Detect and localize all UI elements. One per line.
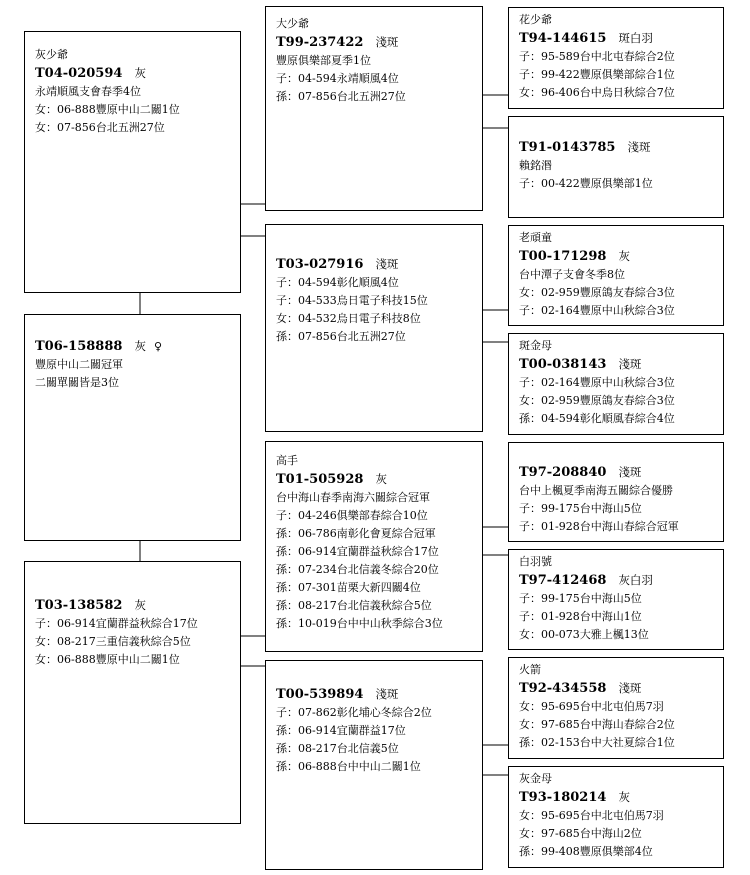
bird-name: 高手 bbox=[276, 454, 298, 467]
ring-number-line bbox=[35, 64, 230, 83]
record-list bbox=[35, 615, 230, 669]
ring-number: T00-038143 bbox=[519, 357, 607, 372]
record-list bbox=[519, 590, 713, 644]
feather-color: 灰 bbox=[134, 339, 146, 353]
feather-color: 灰 bbox=[134, 66, 146, 80]
ring-number: T06-158888 bbox=[35, 339, 123, 354]
record-list bbox=[519, 482, 713, 536]
feather-color: 淺斑 bbox=[618, 357, 642, 371]
record-line: 孫：07-301苗栗大新四關4位 bbox=[276, 581, 421, 594]
record-line: 女：00-073大雅上楓13位 bbox=[519, 628, 649, 641]
dam-sire-card bbox=[265, 441, 483, 652]
ring-number-line bbox=[519, 679, 713, 698]
record-line: 台中海山春季南海六關綜合冠軍 bbox=[276, 491, 430, 504]
record-line: 女：95-695台中北屯伯馬7羽 bbox=[519, 700, 664, 713]
ring-number-line bbox=[35, 596, 230, 615]
record-list bbox=[35, 83, 230, 137]
bird-name: 灰少爺 bbox=[35, 48, 68, 61]
record-line: 孫：06-786南彰化會夏綜合冠軍 bbox=[276, 527, 436, 540]
ring-number: T97-208840 bbox=[519, 465, 607, 480]
dss-card bbox=[508, 442, 724, 542]
ring-number: T91-0143785 bbox=[519, 140, 616, 155]
ring-number: T93-180214 bbox=[519, 790, 607, 805]
ring-number: T03-138582 bbox=[35, 598, 123, 613]
feather-color: 淺斑 bbox=[618, 465, 642, 479]
record-line: 孫：08-217台北信義5位 bbox=[276, 742, 399, 755]
ring-number: T99-237422 bbox=[276, 35, 364, 50]
record-line: 女：06-888豐原中山二關1位 bbox=[35, 653, 180, 666]
record-line: 孫：04-594彰化順風春綜合4位 bbox=[519, 412, 675, 425]
bird-name: 灰金母 bbox=[519, 772, 552, 785]
record-line: 子：07-862彰化埔心冬綜合2位 bbox=[276, 706, 432, 719]
record-line: 孫：07-856台北五洲27位 bbox=[276, 90, 406, 103]
ring-number: T03-027916 bbox=[276, 257, 364, 272]
owner-name: 賴銘湣 bbox=[519, 159, 552, 172]
feather-color: 淺斑 bbox=[618, 681, 642, 695]
ring-number-line bbox=[276, 255, 472, 274]
ddd-card bbox=[508, 766, 724, 868]
sds-card bbox=[508, 225, 724, 326]
record-line: 子：02-164豐原中山秋綜合3位 bbox=[519, 304, 675, 317]
record-line: 女：08-217三重信義秋綜合5位 bbox=[35, 635, 191, 648]
record-list bbox=[35, 356, 230, 392]
subject-card bbox=[24, 314, 241, 541]
dam-card bbox=[24, 561, 241, 824]
record-line: 女：04-532烏日電子科技8位 bbox=[276, 312, 421, 325]
record-line: 子：01-928台中海山1位 bbox=[519, 610, 642, 623]
feather-color: 灰 bbox=[375, 472, 387, 486]
record-line: 子：95-589台中北屯春綜合2位 bbox=[519, 50, 675, 63]
bird-name: 花少爺 bbox=[519, 13, 552, 26]
feather-color: 灰白羽 bbox=[618, 573, 653, 587]
record-list bbox=[519, 175, 713, 193]
record-list bbox=[276, 704, 472, 776]
record-line: 孫：06-914宜蘭群益17位 bbox=[276, 724, 406, 737]
record-line: 子：04-533烏日電子科技15位 bbox=[276, 294, 428, 307]
record-line: 孫：06-888台中中山二關1位 bbox=[276, 760, 421, 773]
feather-color: 灰 bbox=[134, 598, 146, 612]
record-line: 女：96-406台中烏日秋綜合7位 bbox=[519, 86, 675, 99]
record-line: 孫：07-234台北信義冬綜合20位 bbox=[276, 563, 439, 576]
feather-color: 灰 bbox=[618, 249, 630, 263]
sire-card bbox=[24, 31, 241, 293]
record-line: 女：02-959豐原鴿友春綜合3位 bbox=[519, 394, 675, 407]
sss-card bbox=[508, 7, 724, 109]
record-line: 子：99-422豐原俱樂部綜合1位 bbox=[519, 68, 675, 81]
record-line: 女：06-888豐原中山二關1位 bbox=[35, 103, 180, 116]
record-list bbox=[519, 698, 713, 752]
record-list bbox=[519, 48, 713, 102]
ring-number-line bbox=[519, 788, 713, 807]
ring-number-line bbox=[519, 355, 713, 374]
record-line: 台中潭子支會冬季8位 bbox=[519, 268, 625, 281]
record-line: 子：01-928台中海山春綜合冠軍 bbox=[519, 520, 679, 533]
dam-dam-card bbox=[265, 660, 483, 870]
sdd-card bbox=[508, 333, 724, 435]
ring-number: T00-539894 bbox=[276, 687, 364, 702]
feather-color: 淺斑 bbox=[375, 687, 399, 701]
record-line: 子：06-914宜蘭群益秋綜合17位 bbox=[35, 617, 198, 630]
record-line: 子：04-246俱樂部春綜合10位 bbox=[276, 509, 428, 522]
record-list bbox=[276, 489, 472, 633]
feather-color: 淺斑 bbox=[627, 140, 651, 154]
ring-number-line bbox=[276, 33, 472, 52]
ring-number-line bbox=[519, 463, 713, 482]
record-list bbox=[276, 52, 472, 106]
ring-number-line bbox=[519, 247, 713, 266]
female-symbol-icon: ♀ bbox=[153, 340, 162, 353]
ring-number-line bbox=[519, 138, 713, 157]
ring-number: T04-020594 bbox=[35, 66, 123, 81]
feather-color: 斑白羽 bbox=[618, 31, 653, 45]
feather-color: 淺斑 bbox=[375, 35, 399, 49]
ring-number-line bbox=[35, 337, 230, 356]
bird-name: 斑金母 bbox=[519, 339, 552, 352]
record-line: 子：04-594彰化順風4位 bbox=[276, 276, 399, 289]
record-line: 女：95-695台中北屯伯馬7羽 bbox=[519, 809, 664, 822]
record-line: 女：97-685台中海山春綜合2位 bbox=[519, 718, 675, 731]
dds-card bbox=[508, 657, 724, 759]
record-line: 豐原中山二關冠軍 bbox=[35, 358, 123, 371]
record-line: 孫：10-019台中中山秋季綜合3位 bbox=[276, 617, 443, 630]
bird-name: 大少爺 bbox=[276, 17, 309, 30]
dsd-card bbox=[508, 549, 724, 650]
record-list bbox=[519, 807, 713, 861]
record-list bbox=[276, 274, 472, 346]
record-line: 子：00-422豐原俱樂部1位 bbox=[519, 177, 653, 190]
ring-number: T01-505928 bbox=[276, 472, 364, 487]
ssd-card bbox=[508, 116, 724, 218]
record-line: 二關單關皆是3位 bbox=[35, 376, 119, 389]
sire-dam-card bbox=[265, 224, 483, 432]
record-line: 子：99-175台中海山5位 bbox=[519, 592, 642, 605]
record-line: 孫：08-217台北信義秋綜合5位 bbox=[276, 599, 432, 612]
ring-number: T94-144615 bbox=[519, 31, 607, 46]
record-line: 豐原俱樂部夏季1位 bbox=[276, 54, 371, 67]
record-line: 女：97-685台中海山2位 bbox=[519, 827, 642, 840]
record-list bbox=[519, 374, 713, 428]
bird-name: 老頑童 bbox=[519, 231, 552, 244]
ring-number-line bbox=[519, 571, 713, 590]
ring-number: T92-434558 bbox=[519, 681, 607, 696]
record-line: 孫：07-856台北五洲27位 bbox=[276, 330, 406, 343]
ring-number: T97-412468 bbox=[519, 573, 607, 588]
bird-name: 白羽號 bbox=[519, 555, 552, 568]
record-line: 永靖順風支會春季4位 bbox=[35, 85, 141, 98]
record-line: 孫：02-153台中大社夏綜合1位 bbox=[519, 736, 675, 749]
record-line: 子：99-175台中海山5位 bbox=[519, 502, 642, 515]
record-line: 女：07-856台北五洲27位 bbox=[35, 121, 165, 134]
record-line: 孫：99-408豐原俱樂部4位 bbox=[519, 845, 653, 858]
ring-number-line bbox=[276, 685, 472, 704]
record-line: 女：02-959豐原鴿友春綜合3位 bbox=[519, 286, 675, 299]
ring-number-line bbox=[519, 29, 713, 48]
record-line: 子：04-594永靖順風4位 bbox=[276, 72, 399, 85]
record-line: 台中上楓夏季南海五關綜合優勝 bbox=[519, 484, 673, 497]
record-line: 孫：06-914宜蘭群益秋綜合17位 bbox=[276, 545, 439, 558]
bird-name: 火箭 bbox=[519, 663, 541, 676]
record-line: 子：02-164豐原中山秋綜合3位 bbox=[519, 376, 675, 389]
ring-number-line bbox=[276, 470, 472, 489]
sire-sire-card bbox=[265, 6, 483, 211]
feather-color: 灰 bbox=[618, 790, 630, 804]
record-list bbox=[519, 266, 713, 320]
ring-number: T00-171298 bbox=[519, 249, 607, 264]
feather-color: 淺斑 bbox=[375, 257, 399, 271]
